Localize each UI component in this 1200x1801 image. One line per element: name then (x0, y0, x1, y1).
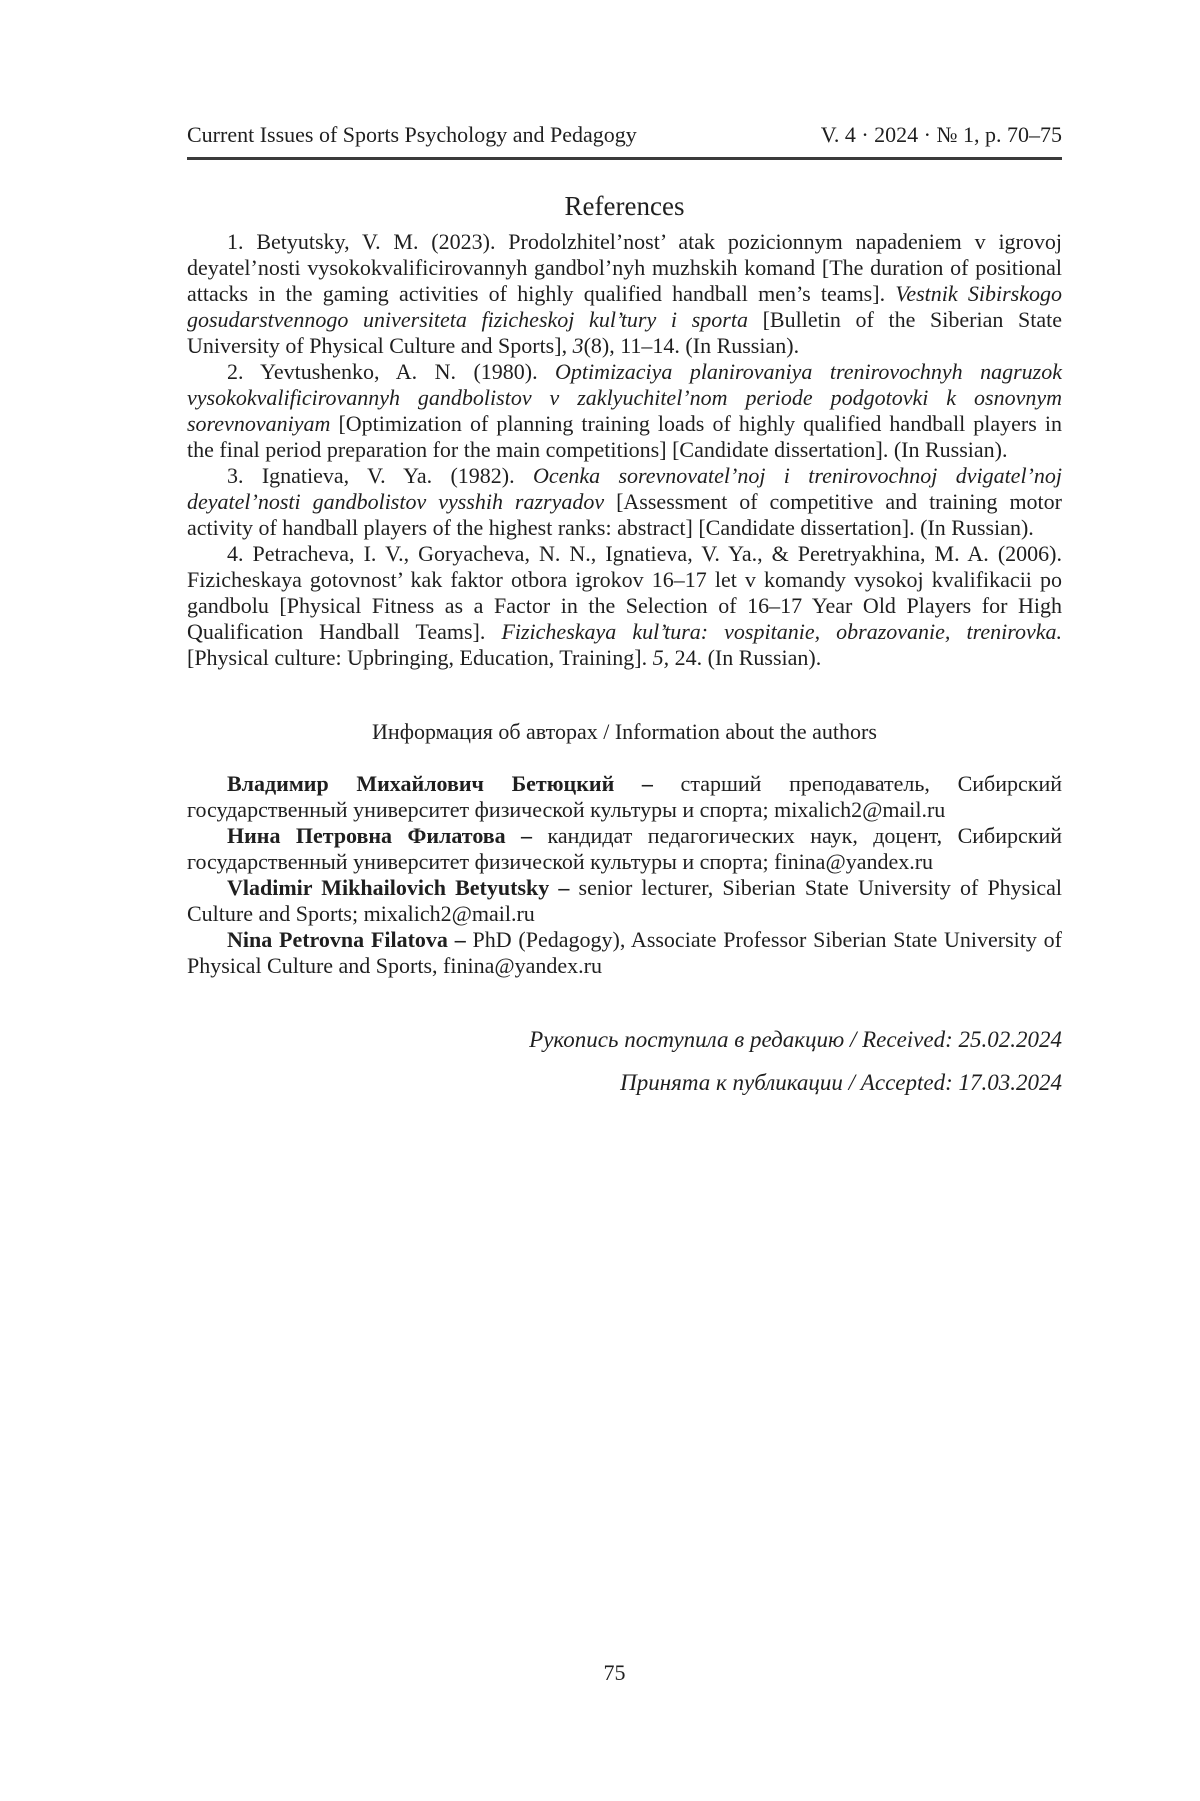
author-info-item (187, 927, 1062, 979)
reference-item (187, 541, 1062, 671)
text-segment: 3 (572, 333, 584, 358)
text-segment: Fizicheskaya kul’tura: vospitanie, obrazovanie, trenirovka. (501, 619, 1062, 644)
text-segment: кандидат педагогических наук, доцент, Сибирский государственный университет физической культуры и спорта; finina@yandex.ru (187, 823, 1062, 874)
text-segment: Владимир Михайлович Бетюцкий – (227, 771, 653, 796)
authors-info-heading: Информация об авторах / Information about the authors (372, 719, 877, 744)
text-segment: Vladimir Mikhailovich Betyutsky – (227, 875, 570, 900)
text-segment: 3. Ignatieva, V. Ya. (1982). (227, 463, 533, 488)
running-head (187, 122, 1062, 148)
text-segment: Ocenka sorevnovatel’noj i trenirovochnoj dvigatel’noj deyatel’nosti gandbolistov vysshih razryadov (187, 463, 1062, 514)
author-info-item (187, 875, 1062, 927)
text-segment: PhD (Pedagogy), Associate Professor Siberian State University of Physical Culture and Sports, finina@yandex.ru (187, 927, 1063, 978)
text-segment: [Physical culture: Upbringing, Education, Training]. (187, 645, 653, 670)
reference-item (187, 463, 1062, 541)
text-segment: 5, (652, 645, 670, 670)
reference-item (187, 359, 1062, 463)
text-segment: [Optimization of planning training loads of highly qualified handball players in the final period preparation for the main competitions] [Candidate dissertation]. (In Russian). (187, 411, 1062, 462)
page-content (187, 0, 1062, 1111)
text-segment: 1. Betyutsky, V. M. (2023). Prodolzhitel’nost’ atak pozicionnym napadeniem v igrovoj deyatel’nosti vysokokvalificirovannyh gandbol’nyh muzhskih komand [The duration of positional attacks in the gaming activities of highly qualified handball men’s teams]. (187, 229, 1062, 306)
journal-title: Current Issues of Sports Psychology and Pedagogy (187, 122, 637, 147)
text-segment: 4. Petracheva, I. V., Goryacheva, N. N., Ignatieva, V. Ya., & Peretryakhina, M. A. (2006). Fizicheskaya gotovnost’ kak faktor otbora igrokov 16–17 let v komandy vysokoj kvalifikacii po gandbolu [Physical Fitness as a Factor in the Selection of 16–17 Year Old Players for High Qualification Handball Teams]. (187, 541, 1062, 644)
header-rule (187, 157, 1062, 160)
manuscript-dates (187, 1025, 1062, 1098)
text-segment: [Bulletin of the Siberian State University of Physical Culture and Sports], (187, 307, 1062, 358)
references-title: References (564, 191, 685, 221)
author-info-item (187, 771, 1062, 823)
text-segment: Nina Petrovna Filatova – (227, 927, 466, 952)
text-segment: 2. Yevtushenko, A. N. (1980). (227, 359, 556, 384)
author-info-item (187, 823, 1062, 875)
text-segment: Vestnik Sibirskogo gosudarstvennogo universiteta fizicheskoj kul’tury i sporta (187, 281, 1062, 332)
page-number: 75 (603, 1660, 626, 1685)
text-segment: (8), 11–14. (In Russian). (583, 333, 800, 358)
accepted-date: Принята к публикации / Accepted: 17.03.2024 (620, 1070, 1062, 1095)
authors-list (187, 771, 1062, 979)
text-segment: Нина Петровна Филатова – (227, 823, 533, 848)
text-segment: Optimizaciya planirovaniya trenirovochnyh nagruzok vysokokvalificirovannyh gandbolistov v zaklyuchitel’nom periode podgotovki k osnovnym sorevnovaniyam (187, 359, 1062, 436)
received-date: Рукопись поступила в редакцию / Received: 25.02.2024 (529, 1027, 1062, 1052)
references-list (187, 229, 1062, 671)
text-segment: 24. (In Russian). (669, 645, 822, 670)
reference-item (187, 229, 1062, 359)
text-segment: старший преподаватель, Сибирский государственный университет физической культуры и спорта; mixalich2@mail.ru (187, 771, 1062, 822)
issue-info: V. 4 · 2024 · № 1, p. 70–75 (820, 122, 1062, 147)
text-segment: [Assessment of competitive and training motor activity of handball players of the highest ranks: abstract] [Candidate dissertation]. (In Russian). (187, 489, 1062, 540)
text-segment: senior lecturer, Siberian State University of Physical Culture and Sports; mixalich2@mail.ru (187, 875, 1062, 926)
